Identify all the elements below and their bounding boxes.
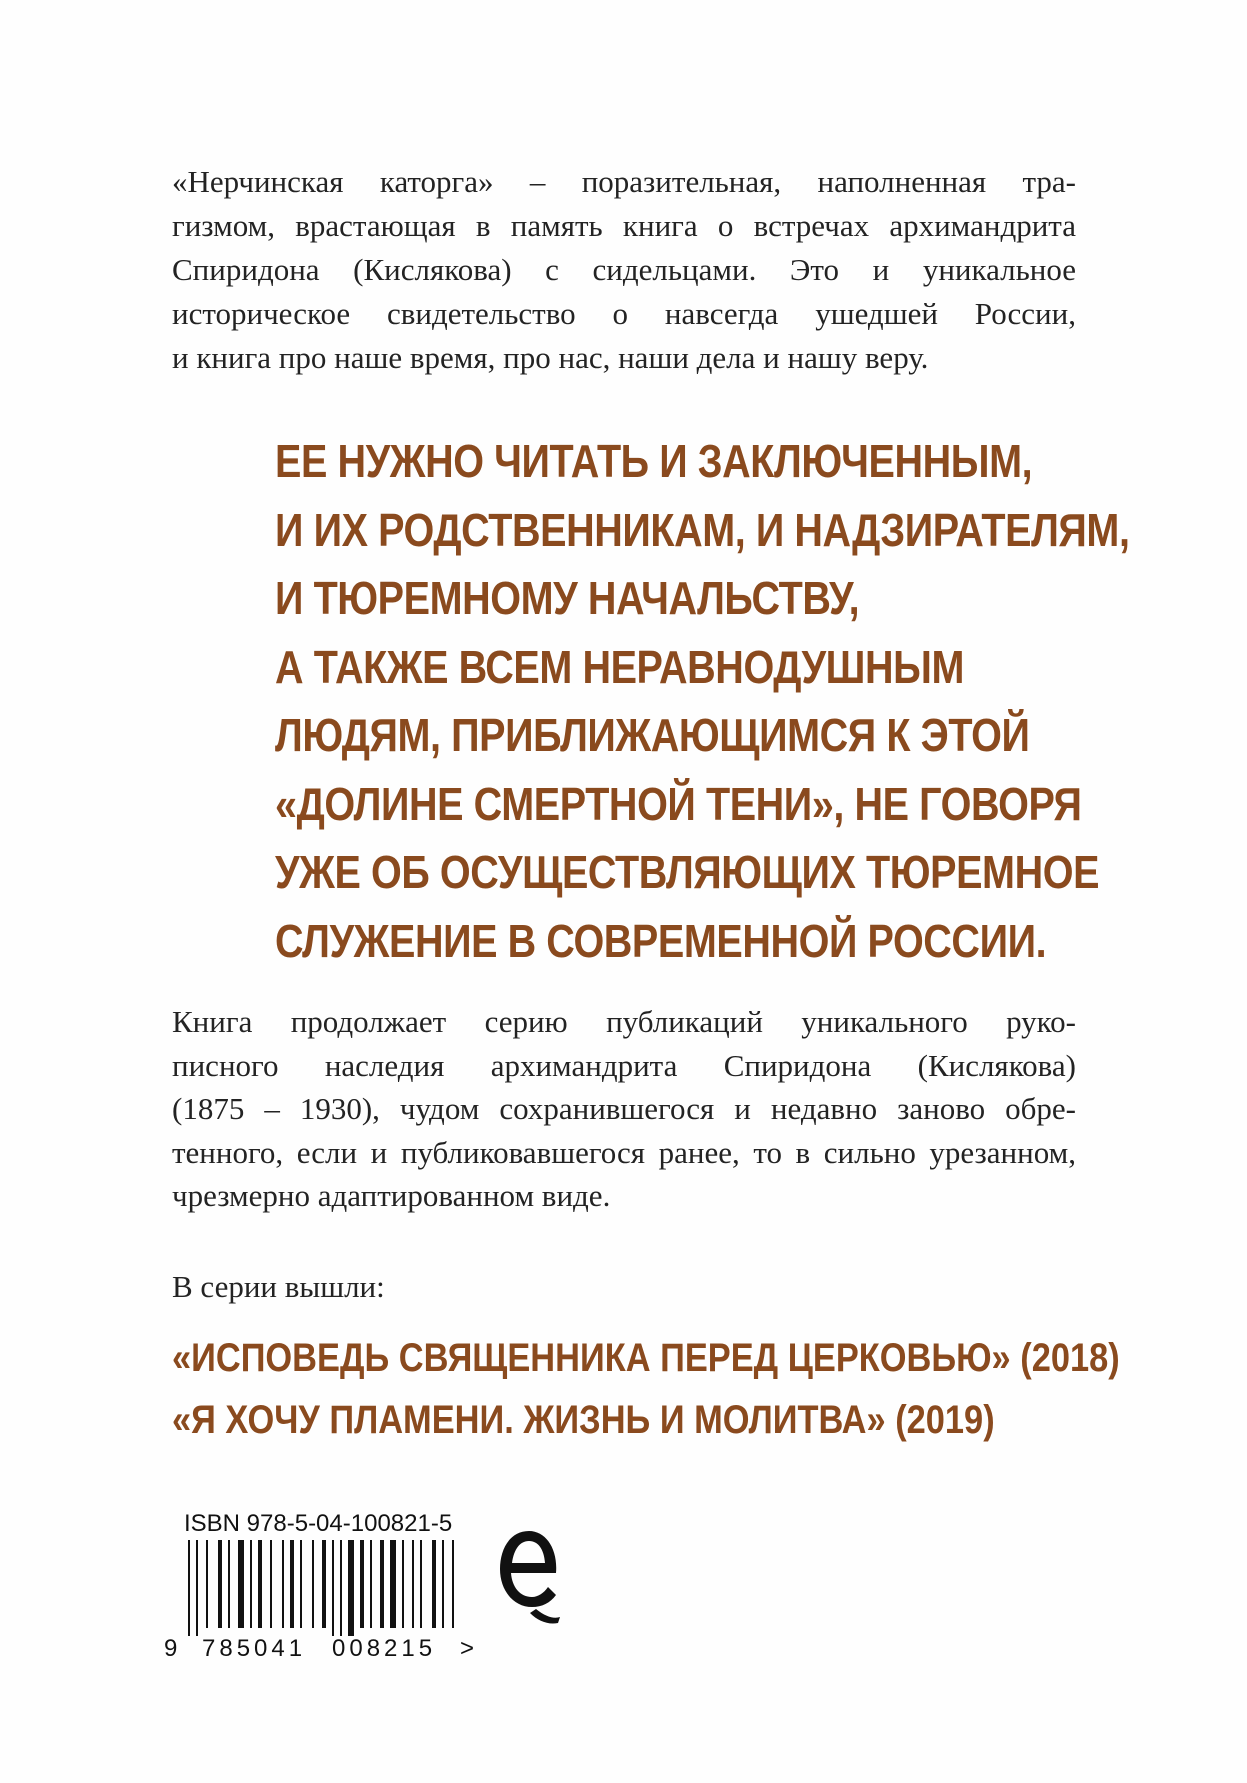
barcode-bar bbox=[282, 1540, 284, 1628]
quote-line: ЛЮДЯМ, ПРИБЛИЖАЮЩИМСЯ К ЭТОЙ bbox=[275, 709, 1030, 761]
barcode-bar bbox=[218, 1540, 222, 1628]
quote-line: СЛУЖЕНИЕ В СОВРЕМЕННОЙ РОССИИ. bbox=[275, 914, 1047, 967]
body-line: тенного, если и публиковавшегося ранее, то в сильно урезанном, bbox=[172, 1134, 1076, 1170]
barcode-bar bbox=[238, 1540, 244, 1628]
intro-line: гизмом, врастающая в память книга о встречах архимандрита bbox=[172, 208, 1076, 243]
barcode-bar bbox=[258, 1540, 262, 1628]
barcode-bar bbox=[452, 1540, 454, 1628]
intro-line: «Нерчинская каторга» – поразительная, наполненная тра- bbox=[172, 164, 1076, 199]
barcode-bar bbox=[420, 1540, 422, 1628]
barcode-bar bbox=[250, 1540, 252, 1628]
barcode-bar bbox=[290, 1540, 294, 1628]
quote-line: ЕЕ НУЖНО ЧИТАТЬ И ЗАКЛЮЧЕННЫМ, bbox=[275, 435, 1033, 487]
body-line: (1875 – 1930), чудом сохранившегося и недавно заново обре- bbox=[172, 1091, 1076, 1126]
barcode-group-1: 785041 bbox=[202, 1635, 307, 1660]
series-list bbox=[172, 1327, 1120, 1451]
barcode-group-2: 008215 bbox=[332, 1635, 437, 1660]
eksmo-logo-icon bbox=[496, 1525, 562, 1625]
barcode-end-mark: > bbox=[460, 1635, 475, 1660]
barcode-bar bbox=[300, 1540, 302, 1628]
series-description-paragraph bbox=[172, 1000, 1076, 1218]
series-item: «Я ХОЧУ ПЛАМЕНИ. ЖИЗНЬ И МОЛИТВА» (2019) bbox=[172, 1398, 995, 1442]
intro-line: и книга про наше время, про нас, наши дела и нашу веру. bbox=[172, 340, 929, 375]
quote-line: УЖЕ ОБ ОСУЩЕСТВЛЯЮЩИХ ТЮРЕМНОЕ bbox=[275, 846, 1100, 898]
barcode-bar bbox=[188, 1540, 190, 1636]
barcode-bar bbox=[206, 1540, 208, 1628]
series-item: «ИСПОВЕДЬ СВЯЩЕННИКА ПЕРЕД ЦЕРКОВЬЮ» (2018) bbox=[172, 1336, 1120, 1380]
barcode-bar bbox=[348, 1540, 354, 1636]
quote-line: И ТЮРЕМНОМУ НАЧАЛЬСТВУ, bbox=[275, 572, 860, 624]
barcode-bar bbox=[442, 1540, 444, 1628]
barcode-bar bbox=[412, 1540, 414, 1628]
intro-paragraph bbox=[172, 160, 1076, 380]
barcode-bar bbox=[228, 1540, 230, 1628]
barcode-bar bbox=[340, 1540, 342, 1636]
barcode-bar bbox=[360, 1540, 364, 1628]
barcode-bar bbox=[432, 1540, 436, 1628]
barcode-bar bbox=[312, 1540, 314, 1628]
isbn-number: ISBN 978-5-04-100821-5 bbox=[184, 1510, 453, 1537]
quote-line: А ТАКЖЕ ВСЕМ НЕРАВНОДУШНЫМ bbox=[275, 640, 964, 693]
series-label: В серии вышли: bbox=[172, 1269, 385, 1304]
barcode-bar bbox=[270, 1540, 272, 1628]
body-line: чрезмерно адаптированном виде. bbox=[172, 1178, 611, 1213]
isbn-block bbox=[162, 1510, 482, 1660]
barcode-bar bbox=[322, 1540, 326, 1628]
quote-line: И ИХ РОДСТВЕННИКАМ, И НАДЗИРАТЕЛЯМ, bbox=[275, 503, 1130, 556]
barcode-bar bbox=[380, 1540, 384, 1628]
body-line: Книга продолжает серию публикаций уникального руко- bbox=[172, 1004, 1076, 1039]
barcode-bar bbox=[196, 1540, 198, 1636]
intro-line: историческое свидетельство о навсегда ушедшей России, bbox=[172, 296, 1076, 331]
intro-line: Спиридона (Кислякова) с сидельцами. Это и уникальное bbox=[172, 252, 1076, 287]
barcode bbox=[162, 1540, 482, 1660]
barcode-bar bbox=[390, 1540, 396, 1628]
quote-line: «ДОЛИНЕ СМЕРТНОЙ ТЕНИ», НЕ ГОВОРЯ bbox=[275, 777, 1082, 830]
body-line: писного наследия архимандрита Спиридона (Кислякова) bbox=[172, 1047, 1076, 1083]
barcode-bar bbox=[332, 1540, 334, 1636]
barcode-bar bbox=[402, 1540, 404, 1628]
barcode-bar bbox=[370, 1540, 372, 1628]
barcode-lead-digit: 9 bbox=[164, 1635, 178, 1660]
highlight-quote bbox=[275, 427, 1130, 975]
